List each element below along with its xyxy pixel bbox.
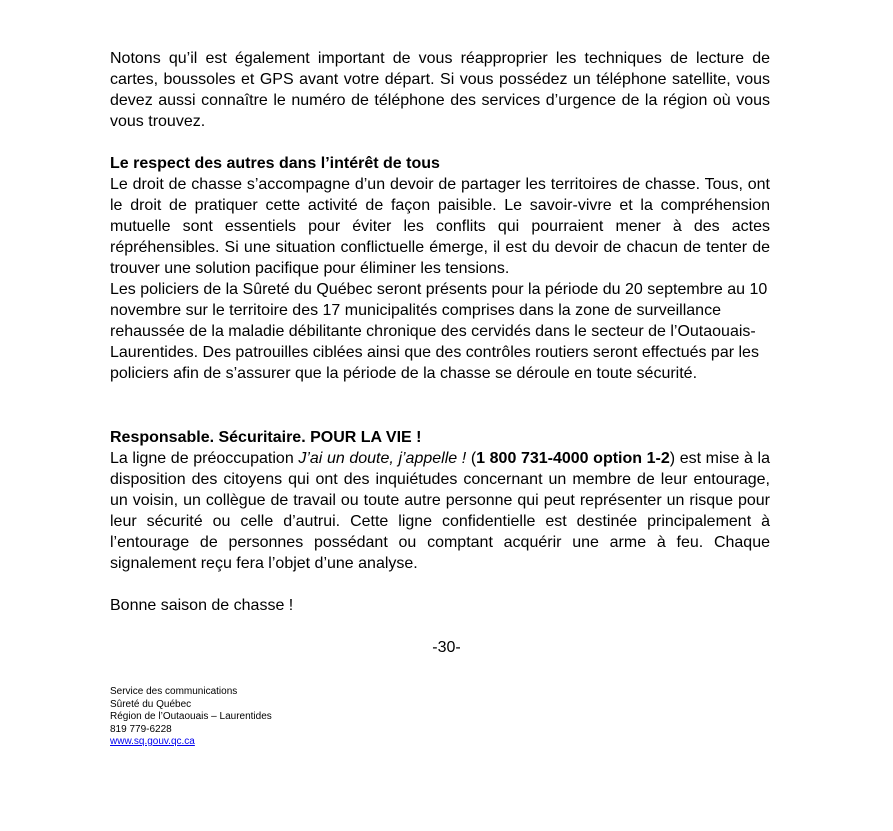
respect-heading: Le respect des autres dans l’intérêt de tous — [110, 155, 440, 172]
responsable-text-before: La ligne de préoccupation — [110, 450, 299, 467]
responsable-open-paren: ( — [466, 450, 477, 467]
responsable-paragraph — [110, 448, 770, 574]
closing-line: Bonne saison de chasse ! — [110, 597, 294, 614]
footer-phone: 819 779-6228 — [110, 723, 172, 735]
footer-organization: Sûreté du Québec — [110, 698, 192, 710]
spacer — [110, 132, 770, 153]
responsable-italic-phrase: J’ai un doute, j’appelle ! — [298, 450, 467, 467]
spacer — [110, 384, 770, 427]
footer-website-link[interactable]: www.sq.gouv.qc.ca — [110, 736, 195, 747]
footer — [110, 686, 272, 749]
intro-paragraph: Notons qu’il est également important de vous réapproprier les techniques de lecture de cartes, boussoles et GPS avant votre départ. Si vous possédez un téléphone satellite, vous devez aussi connaître le numéro de téléphone des services d’urgence de la région où vous vous trouvez. — [110, 50, 770, 130]
spacer — [110, 574, 770, 595]
page-number: -30- — [432, 639, 461, 656]
respect-paragraph-2: Les policiers de la Sûreté du Québec seront présents pour la période du 20 septembre au 10 novembre sur le territoire des 17 municipalités comprises dans la zone de surveillance rehaussée de la maladie débilitante chronique des cervidés dans le secteur de l’Outaouais-Laurentides. Des patrouilles ciblées ainsi que des contrôles routiers seront effectués par les policiers afin de s’assurer que la période de la chasse se déroule en toute sécurité. — [110, 281, 768, 382]
responsable-heading: Responsable. Sécuritaire. POUR LA VIE ! — [110, 429, 422, 446]
document-body — [110, 48, 770, 616]
responsable-text-after: ) est mise à la disposition des citoyens qui ont des inquiétudes concernant un membre de leur entourage, un voisin, un collègue de travail ou toute autre personne qui peut représenter un risque pour leur sécurité ou celle d’autrui. Cette ligne confidentielle est destinée principalement à l’entourage de personnes possédant ou comptant acquérir une arme à feu. Chaque signalement reçu fera l’objet d’une analyse. — [110, 450, 771, 572]
footer-region: Région de l’Outaouais – Laurentides — [110, 711, 272, 722]
respect-paragraph-1: Le droit de chasse s’accompagne d’un devoir de partager les territoires de chasse. Tous, ont le droit de pratiquer cette activité de façon paisible. Le savoir-vivre et la compréhension mutuelle sont essentiels pour éviter les conflits qui pourraient mener à des actes répréhensibles. Si une situation conflictuelle émerge, il est du devoir de chacun de tenter de trouver une solution pacifique pour éliminer les tensions. — [110, 176, 770, 277]
responsable-phone-number: 1 800 731-4000 option 1-2 — [476, 450, 670, 467]
footer-department: Service des communications — [110, 686, 238, 697]
